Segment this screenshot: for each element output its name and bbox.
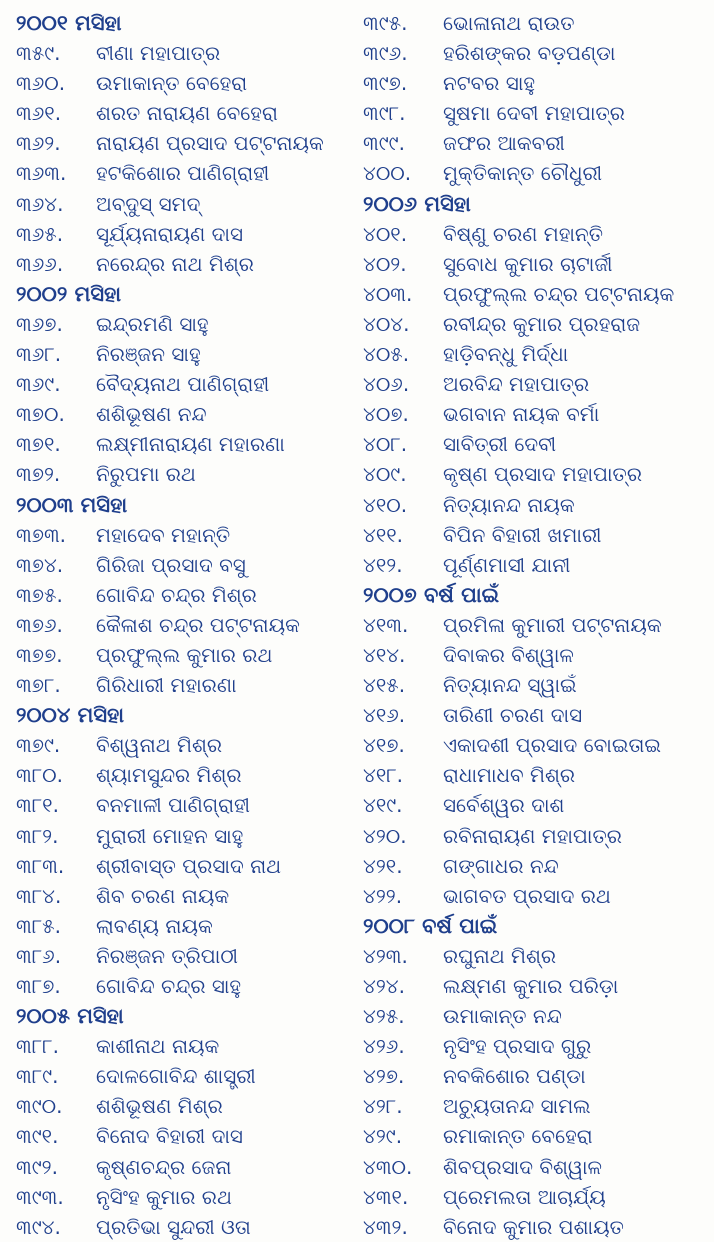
person-name: କୃଷ୍ଣଚନ୍ଦ୍ର ଜେନା (96, 1154, 232, 1179)
person-name: ସାବିତ୍ରୀ ଦେବୀ (443, 432, 557, 457)
list-item (16, 640, 359, 670)
person-name: ନିତ୍ୟାନନ୍ଦ ସ୍ୱାଇଁ (443, 673, 577, 698)
item-number: ୪୨୬. (363, 1034, 405, 1059)
year-heading: ୨୦୦୫ ମସିହା (16, 1004, 124, 1029)
person-name: ଅରବିନ୍ଦ ମହାପାତ୍ର (443, 372, 590, 397)
person-name: ବିଷ୍ଣୁ ଚରଣ ମହାନ୍ତି (443, 221, 603, 246)
item-number: ୩୮୩. (16, 853, 65, 878)
list-item (16, 971, 359, 1001)
item-number: ୪୧୫. (363, 673, 406, 698)
list-item (16, 128, 359, 158)
item-number: ୩୭୦. (16, 402, 65, 427)
list-item (363, 700, 708, 730)
person-name: ତାରିଣୀ ଚରଣ ଦାସ (443, 703, 583, 728)
item-number: ୩୬୬. (16, 251, 64, 276)
item-number: ୩୬୦. (16, 71, 66, 96)
person-name: ଦୋଳଗୋବିନ୍ଦ ଶାସ୍ତ୍ରୀ (96, 1064, 256, 1089)
list-item (363, 670, 708, 700)
person-name: ରମାକାନ୍ତ ବେହେରା (443, 1124, 593, 1149)
item-number: ୪୦୪. (363, 311, 410, 336)
list-item (16, 610, 359, 640)
item-number: ୪୦୮. (363, 432, 408, 457)
list-item (16, 911, 359, 941)
list-item (16, 309, 359, 339)
person-name: ଏକାଦଶୀ ପ୍ରସାଦ ବୋଇତାଇ (443, 733, 661, 758)
item-number: ୩୫୯. (16, 41, 61, 66)
item-number: ୩୮୬. (16, 943, 62, 968)
item-number: ୩୯୮. (363, 101, 406, 126)
list-item (16, 98, 359, 128)
item-number: ୩୯୦. (16, 1094, 63, 1119)
list-item (16, 520, 359, 550)
item-number: ୪୧୦. (363, 492, 408, 517)
list-item (363, 1121, 708, 1151)
item-number: ୩୮୪. (16, 883, 62, 908)
list-item (363, 610, 708, 640)
item-number: ୩୬୧. (16, 101, 62, 126)
item-number: ୩୮୯. (16, 1064, 59, 1089)
person-name: ଗିରିଜା ପ୍ରସାଦ ବସୁ (96, 552, 246, 577)
list-item (363, 790, 708, 820)
person-name: ଅଚ୍ୟୁତାନନ୍ଦ ସାମଲ (443, 1094, 591, 1119)
item-number: ୪୨୫. (363, 1004, 405, 1029)
person-name: ନିରୁପମା ରଥ (96, 462, 196, 487)
person-name: ନରେନ୍ଦ୍ର ନାଥ ମିଶ୍ର (96, 251, 254, 276)
list-item (363, 1152, 708, 1182)
list-item (363, 1182, 708, 1212)
item-number: ୩୭୩. (16, 522, 67, 547)
left-column (16, 8, 359, 1242)
item-number: ୩୮୦. (16, 763, 63, 788)
person-name: ମହାଦେବ ମହାନ୍ତି (96, 522, 231, 547)
person-name: ନବକିଶୋର ପଣ୍ଡା (443, 1064, 586, 1089)
person-name: ଗଙ୍ଗାଧର ନନ୍ଦ (443, 853, 559, 878)
person-name: ହଟକିଶୋର ପାଣିଗ୍ରାହୀ (96, 161, 270, 186)
person-name: ଉମାକାନ୍ତ ନନ୍ଦ (443, 1004, 562, 1029)
list-item (16, 760, 359, 790)
item-number: ୩୭୧. (16, 432, 61, 457)
list-item (16, 249, 359, 279)
list-item (363, 459, 708, 489)
person-name: ପ୍ରତିଭା ସୁନ୍ଦରୀ ଓତା (96, 1214, 251, 1239)
person-name: ଶ୍ୟାମସୁନ୍ଦର ମିଶ୍ର (96, 763, 242, 788)
person-name: ପ୍ରଫୁଲ୍ଲ କୁମାର ରଥ (96, 642, 273, 667)
list-item (16, 1182, 359, 1212)
person-name: ନିରଞ୍ଜନ ତ୍ରିପାଠୀ (96, 943, 239, 968)
list-item (363, 520, 708, 550)
person-name: ବୀଣା ମହାପାତ୍ର (96, 41, 221, 66)
person-name: ଉମାକାନ୍ତ ବେହେରା (96, 71, 248, 96)
person-name: ଭୋଳାନାଥ ରାଉତ (443, 11, 575, 35)
item-number: ୪୧୬. (363, 703, 406, 728)
list-item (363, 1061, 708, 1091)
item-number: ୩୬୨. (16, 131, 61, 156)
year-heading: ୨୦୦୩ ମସିହା (16, 492, 128, 517)
list-item (16, 219, 359, 249)
person-name: ଶ୍ରୀବାସ୍ତ ପ୍ରସାଦ ନାଥ (96, 853, 282, 878)
list-item (363, 1031, 708, 1061)
list-item (16, 339, 359, 369)
list-item (363, 1091, 708, 1121)
person-name: କୈଳାଶ ଚନ୍ଦ୍ର ପଟ୍ଟନାୟକ (96, 612, 300, 637)
person-name: ବୈଦ୍ୟନାଥ ପାଣିଗ୍ରାହୀ (96, 372, 270, 397)
item-number: ୩୬୮. (16, 342, 62, 367)
list-item (363, 971, 708, 1001)
list-item (16, 1091, 359, 1121)
person-name: ଶଶିଭୂଷଣ ନନ୍ଦ (96, 402, 207, 427)
person-name: ପ୍ରମିଳା କୁମାରୀ ପଟ୍ଟନାୟକ (443, 612, 662, 637)
year-heading: ୨୦୦୨ ମସିହା (16, 281, 122, 306)
person-name: ପୂର୍ଣ୍ଣମାସୀ ଯାନୀ (443, 552, 571, 577)
list-item (363, 881, 708, 911)
item-number: ୪୧୩. (363, 612, 409, 637)
person-name: ସର୍ବେଶ୍ୱର ଦାଶ (443, 793, 565, 818)
item-number: ୪୧୨. (363, 552, 403, 577)
item-number: ୩୯୪. (16, 1214, 61, 1239)
list-item (363, 1212, 708, 1242)
person-name: ସୁବୋଧ କୁମାର ଚାଟାର୍ଜୀ (443, 251, 613, 276)
item-number: ୪୧୧. (363, 522, 404, 547)
person-name: ଲକ୍ଷ୍ମଣ କୁମାର ପରିଡ଼ା (443, 974, 619, 998)
list-item (363, 490, 708, 520)
person-name: ଲକ୍ଷ୍ମୀନାରାୟଣ ମହାରଣା (96, 432, 285, 457)
person-name: ନୃସିଂହ ପ୍ରସାଦ ଗୁରୁ (443, 1034, 592, 1059)
item-number: ୩୭୮. (16, 673, 61, 698)
person-name: ଭଗବାନ ନାୟକ ବର୍ମା (443, 402, 600, 427)
item-number: ୪୨୧. (363, 853, 403, 878)
item-number: ୩୬୩. (16, 161, 67, 186)
person-name: ନିତ୍ୟାନନ୍ଦ ନାୟକ (443, 492, 575, 517)
item-number: ୪୨୦. (363, 823, 407, 848)
person-name: କାଶୀନାଥ ନାୟକ (96, 1034, 220, 1059)
person-name: ବିନୋଦ ବିହାରୀ ଦାସ (96, 1124, 243, 1149)
list-item (363, 821, 708, 851)
list-item (16, 189, 359, 219)
person-name: ବିଶ୍ୱନାଥ ମିଶ୍ର (96, 733, 223, 758)
item-number: ୪୦୬. (363, 372, 410, 397)
list-item (363, 8, 708, 38)
person-name: ବିପିନ ବିହାରୀ ଖମାରୀ (443, 522, 602, 547)
list-item (16, 1121, 359, 1151)
list-item (16, 580, 359, 610)
person-name: ରବୀନ୍ଦ୍ର କୁମାର ପ୍ରହରାଜ (443, 311, 641, 336)
item-number: ୩୮୮. (16, 1034, 59, 1059)
item-number: ୪୧୭. (363, 733, 405, 758)
person-name: କୃଷ୍ଣ ପ୍ରସାଦ ମହାପାତ୍ର (443, 462, 642, 487)
person-name: ରଘୁନାଥ ମିଶ୍ର (443, 943, 557, 968)
list-item (16, 941, 359, 971)
list-item (16, 1061, 359, 1091)
item-number: ୩୬୪. (16, 191, 64, 216)
list-item (16, 881, 359, 911)
item-number: ୪୩୨. (363, 1214, 408, 1239)
list-item (16, 429, 359, 459)
list-item (16, 1212, 359, 1242)
year-heading: ୨୦୦୭ ବର୍ଷ ପାଇଁ (363, 582, 500, 607)
person-name: ଅବ୍‌ଦୁସ୍ ସମଦ୍ (96, 191, 201, 216)
list-item (16, 1031, 359, 1061)
list-item (363, 941, 708, 971)
year-heading: ୨୦୦୮ ବର୍ଷ ପାଇଁ (363, 913, 498, 938)
list-item (363, 68, 708, 98)
year-heading: ୨୦୦୪ ମସିହା (16, 703, 125, 728)
list-item (363, 309, 708, 339)
list-item (363, 1001, 708, 1031)
list-item (16, 38, 359, 68)
person-name: ଜଫର ଆକବରୀ (443, 131, 565, 156)
person-name: ଶିବ ଚରଣ ନାୟକ (96, 883, 230, 908)
item-number: ୩୮୭. (16, 974, 61, 998)
person-name: ଗିରିଧାରୀ ମହାରଣା (96, 673, 237, 698)
item-number: ୩୭୫. (16, 582, 63, 607)
item-number: ୪୦୨. (363, 251, 407, 276)
item-number: ୩୯୬. (363, 41, 408, 66)
list-item (363, 38, 708, 68)
person-name: ମୁରାରୀ ମୋହନ ସାହୁ (96, 823, 244, 848)
list-item (16, 369, 359, 399)
list-item (363, 640, 708, 670)
item-number: ୪୨୮. (363, 1094, 403, 1119)
person-name: ଗୋବିନ୍ଦ ଚନ୍ଦ୍ର ମିଶ୍ର (96, 582, 257, 607)
item-number: ୪୦୭. (363, 402, 409, 427)
person-name: ନିରଞ୍ଜନ ସାହୁ (96, 342, 201, 367)
list-item (363, 550, 708, 580)
list-item (16, 399, 359, 429)
list-item (16, 790, 359, 820)
item-number: ୪୩୦. (363, 1154, 413, 1179)
person-name: ପ୍ରେମଲତା ଆଚାର୍ଯ୍ୟ (443, 1184, 606, 1209)
item-number: ୩୯୫. (363, 11, 408, 35)
item-number: ୪୦୩. (363, 281, 413, 306)
item-number: ୩୯୭. (363, 71, 408, 96)
item-number: ୩୯୨. (16, 1154, 58, 1179)
item-number: ୩୯୩. (16, 1184, 64, 1209)
list-item (16, 550, 359, 580)
person-name: ଶରତ ନାରାୟଣ ବେହେରା (96, 101, 278, 126)
item-number: ୩୯୧. (16, 1124, 59, 1149)
person-name: ସୁଷମା ଦେବୀ ମହାପାତ୍ର (443, 101, 625, 126)
item-number: ୪୨୭. (363, 1064, 405, 1089)
list-item (363, 429, 708, 459)
list-item (363, 760, 708, 790)
list-item (363, 249, 708, 279)
item-number: ୩୮୧. (16, 793, 59, 818)
list-item (363, 158, 708, 188)
item-number: ୪୦୦. (363, 161, 412, 186)
person-name: ପ୍ରଫୁଲ୍ଲ ଚନ୍ଦ୍ର ପଟ୍ଟନାୟକ (443, 281, 675, 306)
person-name: ଇନ୍ଦ୍ରମଣି ସାହୁ (96, 311, 209, 336)
item-number: ୪୧୯. (363, 793, 403, 818)
item-number: ୪୦୫. (363, 342, 410, 367)
item-number: ୩୭୨. (16, 462, 61, 487)
item-number: ୩୭୪. (16, 552, 64, 577)
list-item (363, 219, 708, 249)
item-number: ୩୬୯. (16, 372, 61, 397)
right-column (359, 8, 708, 1242)
person-name: ନାରାୟଣ ପ୍ରସାଦ ପଟ୍ଟନାୟକ (96, 131, 324, 156)
item-number: ୪୨୯. (363, 1124, 403, 1149)
item-number: ୩୮୫. (16, 913, 61, 938)
item-number: ୪୧୮. (363, 763, 404, 788)
person-name: ନଟବର ସାହୁ (443, 71, 536, 96)
item-number: ୪୩୧. (363, 1184, 409, 1209)
person-name: ଗୋବିନ୍ଦ ଚନ୍ଦ୍ର ସାହୁ (96, 974, 242, 998)
list-item (363, 730, 708, 760)
item-number: ୩୭୯. (16, 733, 61, 758)
person-name: ବନମାଳୀ ପାଣିଗ୍ରାହୀ (96, 793, 251, 818)
list-item (363, 369, 708, 399)
item-number: ୩୮୨. (16, 823, 59, 848)
item-number: ୪୨୩. (363, 943, 408, 968)
item-number: ୩୭୭. (16, 642, 63, 667)
list-item (16, 158, 359, 188)
list-item (16, 670, 359, 700)
year-heading: ୨୦୦୧ ମସିହା (16, 11, 122, 35)
list-item (363, 851, 708, 881)
person-name: ନୃସିଂହ କୁମାର ରଥ (96, 1184, 232, 1209)
person-name: ଶଶିଭୂଷଣ ମିଶ୍ର (96, 1094, 223, 1119)
person-name: ଭାଗବତ ପ୍ରସାଦ ରଥ (443, 883, 611, 908)
item-number: ୩୬୫. (16, 221, 64, 246)
person-name: ହରିଶଙ୍କର ବଡ଼ପଣ୍ଡା (443, 41, 616, 66)
person-name: ବିନୋଦ କୁମାର ପଶାୟତ (443, 1214, 624, 1239)
item-number: ୩୭୬. (16, 612, 63, 637)
person-name: ସୂର୍ଯ୍ୟନାରାୟଣ ଦାସ (96, 221, 244, 246)
list-item (16, 459, 359, 489)
list-item (363, 128, 708, 158)
list-item (16, 68, 359, 98)
list-item (363, 279, 708, 309)
item-number: ୪୨୨. (363, 883, 403, 908)
year-heading: ୨୦୦୬ ମସିହା (363, 191, 471, 216)
list-item (16, 821, 359, 851)
list-item (16, 1152, 359, 1182)
list-item (16, 851, 359, 881)
person-name: ରବିନାରାୟଣ ମହାପାତ୍ର (443, 823, 622, 848)
item-number: ୪୨୪. (363, 974, 405, 998)
item-number: ୪୦୧. (363, 221, 408, 246)
list-item (363, 339, 708, 369)
person-name: ଶିବପ୍ରସାଦ ବିଶ୍ୱାଳ (443, 1154, 602, 1179)
list-item (363, 399, 708, 429)
item-number: ୩୯୯. (363, 131, 405, 156)
list-item (363, 98, 708, 128)
person-name: ମୁକ୍ତିକାନ୍ତ ଚୌଧୁରୀ (443, 161, 603, 186)
person-name: ହାଡ଼ିବନ୍ଧୁ ମିର୍ଦ୍ଧା (443, 342, 569, 367)
list-item (16, 730, 359, 760)
person-name: ଦିବାକର ବିଶ୍ୱାଳ (443, 642, 574, 667)
item-number: ୪୦୯. (363, 462, 407, 487)
person-name: ଲାବଣ୍ୟ ନାୟକ (96, 913, 213, 938)
item-number: ୪୧୪. (363, 642, 406, 667)
item-number: ୩୬୭. (16, 311, 63, 336)
person-name: ରାଧାମାଧବ ମିଶ୍ର (443, 763, 576, 788)
